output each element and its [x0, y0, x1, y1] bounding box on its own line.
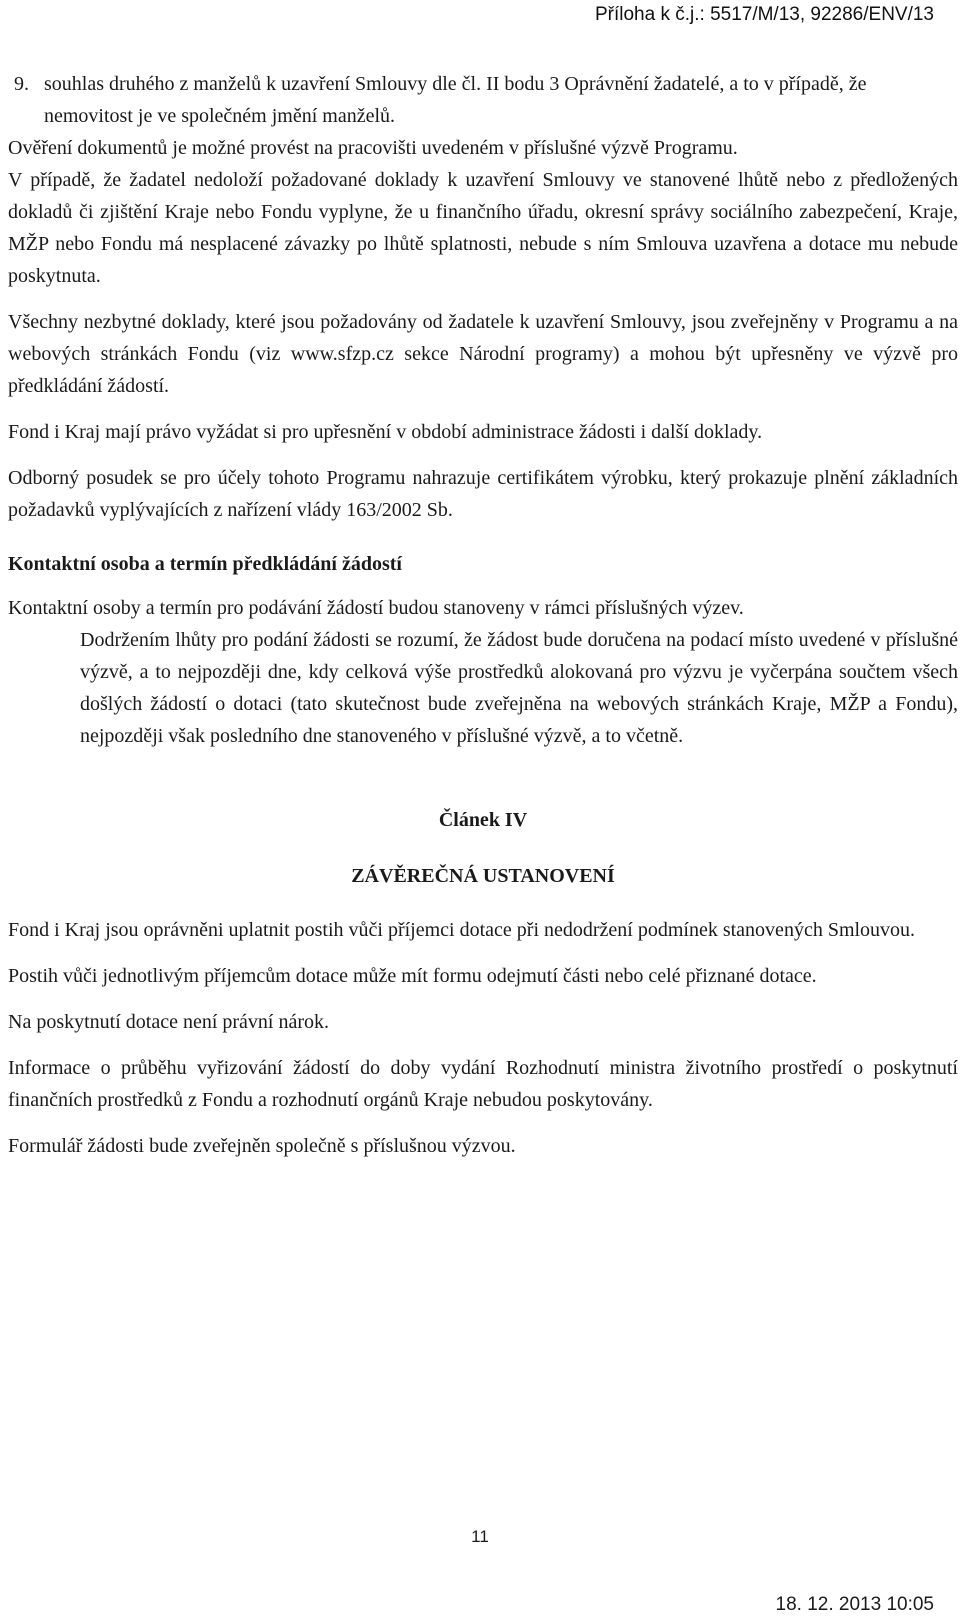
article-heading: ZÁVĚREČNÁ USTANOVENÍ	[351, 865, 615, 887]
document-body	[8, 68, 958, 1162]
section-title-contact: Kontaktní osoba a termín předkládání žádostí	[8, 553, 402, 575]
page-number: 11	[471, 1527, 489, 1546]
header-reference: Příloha k č.j.: 5517/M/13, 92286/ENV/13	[594, 4, 934, 25]
list-item-number: 9.	[14, 73, 29, 95]
paragraph-missing-documents: V případě, že žadatel nedoloží požadované doklady k uzavření Smlouvy ve stanovené lhůtě nebo z předložených dokladů či zjištění Kraje nebo Fondu vyplyne, že u finančního úřadu, okresní správy sociálního zabezpečení, Kraje, MŽP nebo Fondu má nesplacené závazky po lhůtě splatnosti, nebude s ním Smlouva uzavřena a dotace mu nebude poskytnuta.	[8, 169, 958, 287]
paragraph-application-form: Formulář žádosti bude zveřejněn společně s příslušnou výzvou.	[8, 1135, 516, 1157]
paragraph-no-legal-claim: Na poskytnutí dotace není právní nárok.	[8, 1011, 330, 1033]
paragraph-contact-intro: Kontaktní osoby a termín pro podávání žádostí budou stanoveny v rámci příslušných výzev.	[8, 597, 744, 619]
paragraph-verification: Ověření dokumentů je možné provést na pracovišti uvedeném v příslušné výzvě Programu.	[8, 137, 738, 159]
paragraph-required-documents: Všechny nezbytné doklady, které jsou požadovány od žadatele k uzavření Smlouvy, jsou zveřejněny v Programu a na webových stránkách Fondu (viz www.sfzp.cz sekce Národní programy) a mohou být upřesněny ve výzvě pro předkládání žádostí.	[8, 311, 958, 397]
paragraph-expert-opinion: Odborný posudek se pro účely tohoto Programu nahrazuje certifikátem výrobku, který prokazuje plnění základních požadavků vyplývajících z nařízení vlády 163/2002 Sb.	[8, 467, 958, 521]
paragraph-deadline: Dodržením lhůty pro podání žádosti se rozumí, že žádost bude doručena na podací místo uvedené v příslušné výzvě, a to nejpozději dne, kdy celková výše prostředků alokovaná pro výzvu je vyčerpána součtem všech došlých žádostí o dotaci (tato skutečnost bude zveřejněna na webových stránkách Kraje, MŽP a Fondu), nejpozději však posledního dne stanoveného v příslušné výzvě, a to včetně.	[80, 629, 958, 747]
paragraph-information: Informace o průběhu vyřizování žádostí do doby vydání Rozhodnutí ministra životního prostředí o poskytnutí finančních prostředků z Fondu a rozhodnutí orgánů Kraje nebudou poskytovány.	[8, 1057, 958, 1111]
list-item-text: souhlas druhého z manželů k uzavření Smlouvy dle čl. II bodu 3 Oprávnění žadatelé, a to v případě, že nemovitost je ve společném jmění manželů.	[44, 73, 867, 127]
article-number: Článek IV	[438, 809, 528, 831]
paragraph-additional-documents: Fond i Kraj mají právo vyžádat si pro upřesnění v období administrace žádosti i další doklady.	[8, 421, 763, 443]
timestamp: 18. 12. 2013 10:05	[775, 1594, 934, 1615]
paragraph-sanction-form: Postih vůči jednotlivým příjemcům dotace může mít formu odejmutí části nebo celé přiznané dotace.	[8, 965, 817, 987]
list-item	[8, 68, 958, 132]
paragraph-sanctions: Fond i Kraj jsou oprávněni uplatnit postih vůči příjemci dotace při nedodržení podmínek stanovených Smlouvou.	[8, 919, 916, 941]
